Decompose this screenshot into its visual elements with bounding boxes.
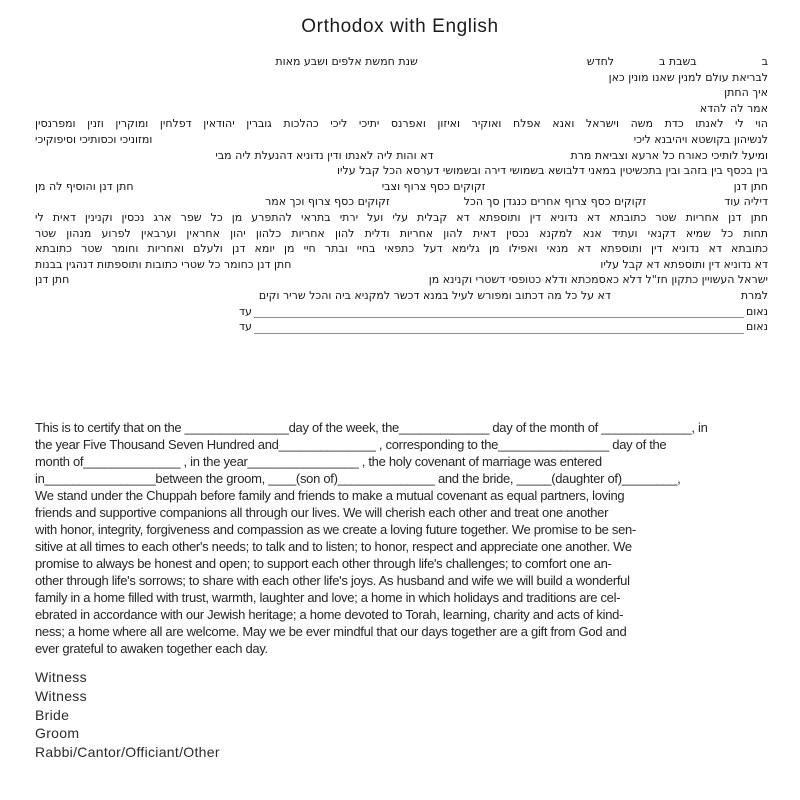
- hebrew-line: [35, 116, 768, 132]
- hebrew-text-segment: למרת: [740, 288, 768, 302]
- hebrew-text-segment: חתן דנן אחריות שטר כתובתא דא נדוניא דין ותוספתא דא קבלית עלי ועל ירתי בתראי להתפרע מן כל שפר ארג נכסין וקנינין דאית לי: [35, 210, 768, 224]
- fill-in-gap: [390, 194, 464, 210]
- english-line: family in a home filled with trust, warmth, laughter and love; a home in which holidays and traditions are cel-: [35, 590, 621, 605]
- signature-label: Witness: [35, 669, 87, 685]
- hebrew-text-segment: זקוקים כסף צרוף וצבי: [381, 179, 486, 193]
- hebrew-text-segment: זקוקים כסף צרוף אחרים כנגדן סך הכל: [463, 195, 647, 209]
- hebrew-line: [35, 257, 768, 273]
- signature-label: Groom: [35, 725, 80, 742]
- english-line: month of______________ , in the year________________ , the holy covenant of marriage was entered: [35, 454, 602, 469]
- english-line: ness; a home where all are welcome. May we be ever mindful that our days together are a gift from God and: [35, 624, 627, 639]
- fill-in-gap: [646, 194, 724, 210]
- hebrew-line: [35, 210, 768, 226]
- hebrew-text-segment: בשבת ב: [659, 55, 697, 68]
- hebrew-text-segment: בין בכסף בין בזהב ובין בתכשיטין במאני דלבושא בשמושי דירה ובשמושי דערסא הכל קבל עליו: [337, 164, 768, 178]
- hebrew-text-segment: דא על כל מה דכתוב ומפורש לעיל במנא דכשר למקניא ביה והכל שריר וקים: [258, 288, 611, 302]
- hebrew-line: [35, 319, 768, 335]
- english-line: This is to certify that on the _______________day of the week, the_____________ day of the month of _____________, in: [35, 420, 708, 435]
- english-line: with honor, integrity, forgiveness and compassion as we create a loving future together. We promise to be sen-: [35, 522, 636, 537]
- hebrew-text-segment: תחות כל שמיא דקנאי ועתיד אנא למקנא נכסין דאית להון אחריות ודלית להון אחריות כלהון יהון אחראין וערבאין לפרוע מנהון שטר: [35, 226, 768, 240]
- signature-rule: [254, 321, 744, 334]
- hebrew-line: [35, 70, 768, 86]
- hebrew-text-segment: חתן דנן כחומר כל שטרי כתובות ותוספתות דנהגין בבנות: [35, 257, 292, 271]
- hebrew-line: [35, 288, 768, 304]
- signature-witness-label: עד: [239, 304, 252, 318]
- hebrew-line: [35, 241, 768, 257]
- fill-in-gap: [433, 148, 570, 164]
- hebrew-line: [35, 85, 768, 101]
- hebrew-line: [35, 132, 768, 148]
- hebrew-text-block: [35, 54, 768, 335]
- hebrew-text-segment: דא נדוניא דין ותוספתא דא קבל עליו: [600, 257, 768, 271]
- hebrew-text-segment: כתובתא דא נדוניא דין ותוספתא דא מנאי ואפילו מן גלימא דעל כתפאי בחיי ובתר חיי מן יומא דנן ולעלם ואחריות וחומר שטר כתובתא: [35, 242, 768, 256]
- fill-in-gap: [614, 54, 659, 70]
- hebrew-line: [35, 226, 768, 242]
- english-line: the year Five Thousand Seven Hundred and______________ , corresponding to the________________ day of the: [35, 437, 667, 452]
- english-line: friends and supportive companions all through our lives. We will cherish each other and treat one another: [35, 505, 609, 520]
- hebrew-text-segment: חתן דנן: [35, 273, 70, 287]
- hebrew-line: [35, 194, 768, 210]
- signature-label: Bride: [35, 706, 70, 723]
- hebrew-text-segment: לבריאת עולם למנין שאנו מונין כאן: [608, 70, 768, 84]
- signature-speaker-label: נאום: [745, 320, 768, 334]
- hebrew-text-segment: דא והות ליה לאנתו ודין נדוניא דהנעלת ליה מבי: [215, 148, 434, 162]
- english-line: ever grateful to awaken together each day.: [35, 641, 268, 656]
- hebrew-text-segment: חתן דנן והוסיף לה מן: [35, 179, 134, 193]
- signature-speaker-label: נאום: [745, 304, 768, 318]
- hebrew-line: [35, 101, 768, 117]
- hebrew-text-segment: זקוקים כסף צרוף וכך אמר: [265, 195, 390, 209]
- fill-in-gap: [611, 288, 741, 304]
- hebrew-line: [35, 179, 768, 195]
- document-title: Orthodox with English: [301, 16, 499, 37]
- hebrew-line: [35, 54, 768, 70]
- signature-witness-label: עד: [239, 320, 252, 334]
- fill-in-gap: [697, 54, 762, 70]
- hebrew-line: [35, 163, 768, 179]
- signature-label: Witness: [35, 687, 87, 704]
- hebrew-line: [35, 304, 768, 320]
- english-line: promise to always be honest and open; to support each other through life's challenges; to comfort one an-: [35, 556, 612, 571]
- hebrew-text-segment: שנת חמשת אלפים ושבע מאות: [275, 55, 418, 68]
- hebrew-text-segment: הוי לי לאנתו כדת משה וישראל ואנא אפלח ואוקיר ואיזון ואפרנס יתיכי ליכי כהלכות גוברין יהודאין דפלחין ומוקרין וזנין ומפרנסין: [35, 117, 768, 131]
- hebrew-line: [35, 148, 768, 164]
- hebrew-text-segment: ומיעל לותיכי כאורח כל ארעא וצביאת מרת: [570, 148, 768, 162]
- signature-rule: [254, 305, 744, 318]
- signature-label: Rabbi/Cantor/Officiant/Other: [35, 744, 220, 761]
- english-line: We stand under the Chuppah before family and friends to make a mutual covenant as equal partners, loving: [35, 488, 625, 503]
- english-line: other through life's sorrows; to share with each other life's joys. As husband and wife we will build a wonderful: [35, 573, 630, 588]
- hebrew-text-segment: אמר לה להדא: [699, 101, 768, 115]
- hebrew-text-segment: ומזוניכי וכסותיכי וסיפוקיכי: [35, 132, 153, 146]
- fill-in-gap: [418, 54, 587, 70]
- english-line: in________________between the groom, ____(son of)______________ and the bride, _____(daughter of)________,: [35, 471, 681, 486]
- hebrew-text-segment: לחדש: [586, 55, 615, 68]
- hebrew-line: [35, 272, 768, 288]
- english-line: ebrated in accordance with our Jewish heritage; a home devoted to Torah, learning, charity and acts of kind-: [35, 607, 624, 622]
- hebrew-text-segment: חתן דנן: [733, 179, 768, 193]
- english-line: sitive at all times to each other's needs; to talk and to listen; to honor, respect and appreciate one another. We: [35, 539, 632, 554]
- hebrew-text-segment: לנשיהון בקושטא ויהיבנא ליכי: [633, 132, 768, 146]
- hebrew-text-segment: ב: [761, 55, 768, 68]
- hebrew-text-segment: ישראל העשויין כתקון חז"ל דלא כאסמכתא ודלא כטופסי דשטרי וקנינא מן: [428, 273, 768, 287]
- signature-labels-block: [35, 668, 220, 762]
- hebrew-text-segment: דיליה עוד: [724, 195, 768, 209]
- english-text-block: [35, 419, 775, 657]
- hebrew-text-segment: איך החתן: [724, 86, 768, 100]
